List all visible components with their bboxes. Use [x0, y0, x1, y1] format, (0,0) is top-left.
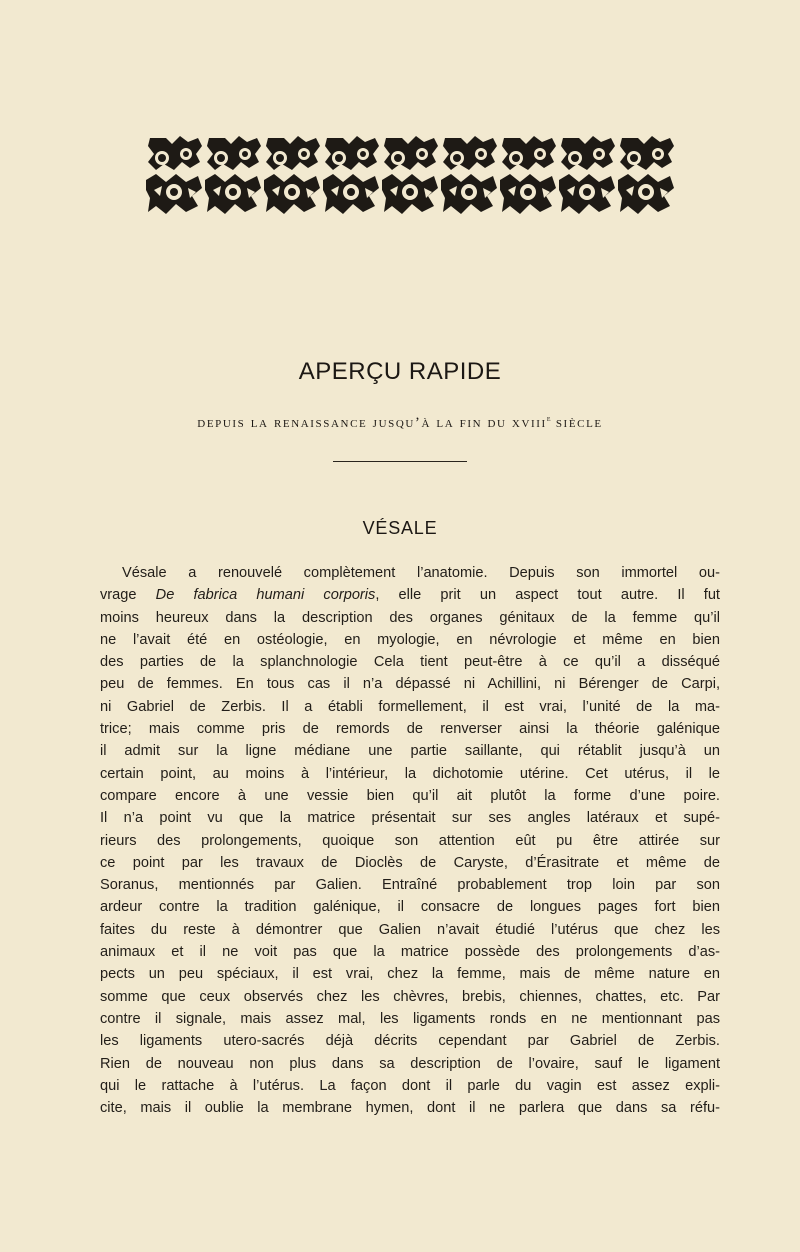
text-line [100, 896, 720, 918]
italic-title: De fabrica humani corporis [155, 587, 376, 604]
text-line [100, 1008, 720, 1030]
text-segment: faites du reste à démontrer que Galien n’avait étudié l’utérus que chez les [100, 921, 720, 938]
text-segment: Rien de nouveau non plus dans sa description de l’ovaire, sauf le ligament [100, 1055, 720, 1072]
text-segment: qui le rattache à l’utérus. La façon dont il parle du vagin est assez expli- [100, 1077, 720, 1094]
decorative-headpiece-ornament [146, 136, 680, 216]
text-segment: , elle prit un aspect tout autre. Il fut [375, 587, 720, 604]
text-segment: compare encore à une vessie bien qu’il ait plutôt la forme d’une poire. [100, 787, 720, 804]
text-line [100, 562, 720, 584]
text-line [100, 651, 720, 673]
text-segment: trice; mais comme pris de remords de renverser ainsi la théorie galénique [100, 721, 720, 738]
text-line [100, 629, 720, 651]
text-line [100, 807, 720, 829]
text-segment: rieurs des prolongements, quoique son attention eût pu être attirée sur [100, 832, 720, 849]
text-line [100, 874, 720, 896]
section-title: VÉSALE [362, 518, 438, 538]
text-segment: Soranus, mentionnés par Galien. Entraîné probablement trop loin par son [100, 877, 720, 894]
subtitle-superscript: e [546, 413, 551, 423]
text-segment: vrage [100, 587, 156, 604]
text-line [100, 718, 720, 740]
text-segment: ce point par les travaux de Dioclès de Caryste, d’Érasitrate et même de [100, 854, 720, 871]
text-line [100, 584, 720, 606]
text-segment: Vésale a renouvelé complètement l’anatomie. Depuis son immortel ou- [122, 565, 720, 581]
text-line [100, 1097, 720, 1119]
text-segment: peu de femmes. En tous cas il n’a dépassé ni Achillini, ni Bérenger de Carpi, [100, 676, 720, 693]
text-line [100, 941, 720, 963]
text-line [100, 1053, 720, 1075]
text-line [100, 1030, 720, 1052]
text-segment: les ligaments utero-sacrés déjà décrits cependant par Gabriel de Zerbis. [100, 1033, 720, 1050]
text-line [100, 785, 720, 807]
text-line [100, 740, 720, 762]
text-line [100, 673, 720, 695]
text-line [100, 963, 720, 985]
horizontal-rule [333, 461, 467, 462]
body-paragraph [100, 562, 720, 1119]
text-line [100, 696, 720, 718]
text-line [100, 763, 720, 785]
chapter-subtitle [0, 413, 800, 432]
text-segment: Il n’a point vu que la matrice présentait sur ses angles latéraux et supé- [100, 810, 720, 827]
text-segment: contre il signale, mais assez mal, les ligaments ronds en ne mentionnant pas [100, 1010, 720, 1027]
text-segment: cite, mais il oublie la membrane hymen, dont il ne parlera que dans sa réfu- [100, 1100, 720, 1117]
text-segment: il admit sur la ligne médiane une partie saillante, qui rétablit jusqu’à un [100, 743, 720, 760]
text-segment: ni Gabriel de Zerbis. Il a établi formellement, il est vrai, l’unité de la ma- [100, 698, 720, 715]
text-line [100, 986, 720, 1008]
subtitle-text: depuis la renaissance jusqu’à la fin du xviii [197, 415, 547, 431]
text-line [100, 607, 720, 629]
text-segment: somme que ceux observés chez les chèvres, brebis, chiennes, chattes, etc. Par [100, 988, 720, 1005]
chapter-title: APERÇU RAPIDE [298, 358, 502, 385]
text-line [100, 830, 720, 852]
text-segment: pects un peu spéciaux, il est vrai, chez la femme, mais de même nature en [100, 966, 720, 983]
text-line [100, 852, 720, 874]
text-segment: ne l’avait été en ostéologie, en myologie, en névrologie et même en bien [100, 631, 720, 648]
text-segment: ardeur contre la tradition galénique, il consacre de longues pages fort bien [100, 899, 720, 916]
text-segment: animaux et il ne voit pas que la matrice possède des prolongements d’as- [100, 944, 720, 961]
text-line [100, 1075, 720, 1097]
text-segment: des parties de la splanchnologie Cela tient peut-être à ce qu’il a disséqué [100, 654, 720, 671]
text-line [100, 919, 720, 941]
text-segment: moins heureux dans la description des organes génitaux de la femme qu’il [100, 609, 720, 626]
subtitle-text-end: siècle [550, 415, 603, 431]
text-segment: certain point, au moins à l’intérieur, la dichotomie utérine. Cet utérus, il le [100, 765, 720, 782]
